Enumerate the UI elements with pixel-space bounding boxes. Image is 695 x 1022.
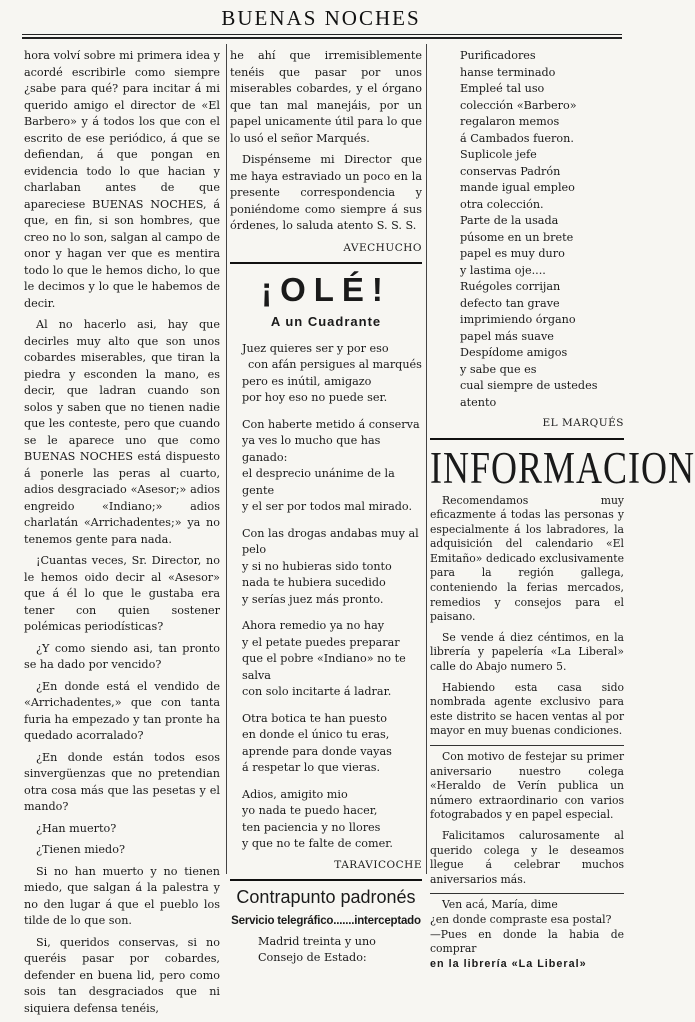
- marques-poem: [430, 48, 624, 411]
- poem-stanza: [230, 787, 422, 853]
- poem-line: mande igual empleo: [460, 181, 575, 194]
- col1-paragraph: ¿Tienen miedo?: [36, 843, 125, 856]
- signature-taravicoche: TARAVICOCHE: [334, 858, 422, 871]
- info-paragraph: Recomendamos muy eficazmente á todas las personas y especialmente á los labradores, la adquisición del calendario «El Emitaño» dedicado exclusivamente para la región gallega, conteniendo la ferias mercados, remedios y consejos para el paisano.: [430, 493, 624, 624]
- poem-line: imprimiendo órgano: [460, 313, 576, 326]
- poem-line: y el petate puedes preparar: [242, 635, 400, 649]
- poem-line: pero es inútil, amigazo: [242, 374, 372, 388]
- col1-paragraph: Si no han muerto y no tienen miedo, que salgan á la palestra y no den lugar á que el pueblo los tilde de lo que son.: [24, 864, 220, 927]
- poem-line: conservas Padrón: [460, 164, 561, 178]
- poem-line: atento: [460, 395, 497, 409]
- signature-avechucho: AVECHUCHO: [343, 241, 422, 254]
- column-2: [230, 48, 422, 967]
- info-rule: [430, 893, 624, 894]
- dialog-line: ¿en donde compraste esa postal?: [430, 912, 612, 926]
- informacion-headline: INFORMACION: [430, 442, 695, 493]
- poem-line: Despídome amigos: [460, 346, 568, 359]
- poem-line: y serías juez más pronto.: [242, 592, 384, 606]
- column-3: [430, 48, 695, 971]
- poem-line: por hoy eso no puede ser.: [242, 391, 388, 404]
- section-title: Contrapunto padronés: [236, 887, 416, 907]
- dialog-line: en la librería «La Liberal»: [430, 957, 587, 970]
- poem-line: Juez quieres ser y por eso: [242, 341, 389, 355]
- poem-line: y sabe que es: [460, 362, 537, 376]
- telegraph-verse: [230, 934, 422, 967]
- poem-line: cual siempre de ustedes: [460, 379, 598, 392]
- poem-line: nada te hubiera sucedido: [242, 576, 386, 589]
- dialog-line: —Pues en donde la habia de comprar: [430, 927, 624, 956]
- poem-stanza: [230, 526, 422, 609]
- poem-line: Con haberte metido á conserva: [242, 417, 420, 431]
- info-paragraph: Con motivo de festejar su primer aniversario nuestro colega «Heraldo de Verín publica un número extraordinario con varios fotograbados y en papel especial.: [430, 750, 624, 822]
- section-rule: [430, 438, 624, 440]
- poem-line: Ahora remedio ya no hay: [242, 619, 385, 632]
- poem-line: á respetar lo que vieras.: [242, 761, 381, 774]
- info-paragraph: Se vende á diez céntimos, en la librería y papelería «La Liberal» calle do Abajo numero 5.: [430, 630, 624, 674]
- signature-el-marques: EL MARQUÉS: [542, 417, 624, 429]
- poem-line: Purificadores: [460, 49, 536, 62]
- poem-line: Otra botica te han puesto: [242, 711, 387, 725]
- poem-line: con solo incitarte á ladrar.: [242, 685, 392, 698]
- poem-line: Adios, amigito mio: [242, 787, 348, 801]
- info-paragraph: Falicitamos calurosamente al querido colega y le deseamos llegue á celebrar muchos aniversarios más.: [430, 828, 624, 886]
- poem-line: Suplicole jefe: [460, 148, 537, 161]
- poem-line: y si no hubieras sido tonto: [242, 559, 392, 573]
- poem-line: papel es muy duro: [460, 247, 565, 260]
- col2-paragraph: Dispénseme mi Director que me haya estraviado un poco en la presente correspondencia y poniéndome como siempre á sus órdenes, lo saluda atento S. S. S.: [230, 153, 422, 232]
- column-1: [24, 48, 220, 1022]
- col2-paragraph: he ahí que irremisiblemente tenéis que pasar por unos miserables cobardes, y el órgano que tan mal manejáis, por un papel unicamente útil para lo que lo usó el señor Marqués.: [230, 49, 422, 145]
- poem-line: regalaron memos: [460, 115, 560, 128]
- masthead-rule-top: [22, 34, 622, 35]
- poem-stanza: [230, 417, 422, 516]
- info-paragraph: Habiendo esta casa sido nombrada agente exclusivo para este distrito se hacen ventas al por mayor en muy buenas condiciones.: [430, 680, 624, 738]
- ole-headline: ¡OLÉ!: [261, 271, 391, 308]
- col1-paragraph: ¿En donde está el vendido de «Arrichadentes,» que con tanta furia ha empezado y tan pronte ha quedado acorralado?: [24, 679, 220, 742]
- col1-paragraph: hora volví sobre mi primera idea y acordé escribirle como siempre ¿sabe para qué? para incitar á mi querido amigo el director de «El Barbero» y á todos los que con el escrito de ese periódico, á que se defiendan, á que pongan en evidencia todo lo que hacian y charlaban antes de que apareciese BUENAS NOCHES, á que, en fin, si son hombres, que creo no lo son, salgan al campo de onor y hagan ver que es mentira todo lo que le hemos dicho, lo que le decimos y lo que le habemos de decir.: [24, 49, 220, 310]
- col1-paragraph: ¿En donde están todos esos sinvergüenzas que no pretendian otra cosa más que las pesetas y el mando?: [24, 750, 220, 813]
- poem-line: Con las drogas andabas muy al pelo: [242, 526, 419, 556]
- masthead-rule-bottom: [22, 37, 622, 39]
- poem-line: y que no te falte de comer.: [242, 837, 393, 850]
- poem-line: ten paciencia y no llores: [242, 820, 381, 834]
- poem-line: hanse terminado: [460, 65, 556, 79]
- dialog-line: Ven acá, María, dime: [442, 898, 558, 912]
- poem-line: Ruégoles corrijan: [460, 280, 561, 293]
- poem-stanza: [230, 341, 422, 407]
- poem-line: con afán persigues al marqués: [248, 358, 422, 371]
- ole-subtitle: A un Cuadrante: [270, 314, 382, 329]
- informacion-body: [430, 494, 624, 895]
- poem-line: y lastima oje....: [460, 263, 546, 277]
- col1-paragraph: ¿Y como siendo asi, tan pronto se ha dado por vencido?: [24, 641, 220, 671]
- verse-line: Madrid treinta y uno: [258, 934, 376, 948]
- verse-line: Consejo de Estado:: [258, 951, 367, 964]
- poem-line: yo nada te puedo hacer,: [242, 804, 378, 817]
- poem-stanza: [230, 711, 422, 777]
- poem-line: colección «Barbero»: [460, 98, 577, 112]
- poem-line: el desprecio unánime de la gente: [242, 467, 395, 497]
- poem-stanza: [230, 618, 422, 701]
- col1-paragraph: Si, queridos conservas, si no queréis pasar por cobardes, defender en buena lid, pero como sois tan desgraciados que ni siquiera defensa tenéis,: [24, 935, 220, 1015]
- info-rule: [430, 745, 624, 746]
- poem-line: defecto tan grave: [460, 296, 560, 310]
- section-rule: [230, 262, 422, 264]
- poem-line: aprende para donde vayas: [242, 744, 392, 758]
- poem-line: otra colección.: [460, 197, 544, 211]
- column-divider-2: [426, 44, 427, 874]
- col1-paragraph: Al no hacerlo asi, hay que decirles muy alto que son unos cobardes miserables, que tiran la piedra y esconden la mano, es decir, que ladran cuando son solos y saben que no tienen nadie que les conteste, pero que cuando se le aparece uno que como BUENAS NOCHES está dispuesto á ponerle las peras al cuarto, adios desgraciado «Asesor;» adios engreido «Indiano;» adios charlatán «Arrichadentes;» ya no tenemos gente para nada.: [24, 318, 220, 546]
- poem-line: que el pobre «Indiano» no te salva: [242, 652, 406, 682]
- poem-line: Empleé tal uso: [460, 82, 545, 95]
- poem-line: á Cambados fueron.: [460, 131, 574, 145]
- section-rule: [230, 879, 422, 881]
- col1-paragraph: ¡Cuantas veces, Sr. Director, no le hemos oido decir al «Asesor» que á él lo que le gustaba era tener con quien sostener polémicas periodísticas?: [24, 554, 220, 633]
- poem-line: Parte de la usada: [460, 214, 559, 227]
- col1-paragraph: ¿Han muerto?: [36, 821, 117, 835]
- poem-line: y el ser por todos mal mirado.: [242, 500, 412, 513]
- column-divider-1: [226, 44, 227, 874]
- telegraph-subhead: Servicio telegráfico.......interceptado: [231, 915, 421, 927]
- poem-line: púsome en un brete: [460, 230, 574, 244]
- masthead-title: BUENAS NOCHES: [221, 6, 421, 30]
- postal-dialog: [430, 898, 624, 971]
- poem-line: ya ves lo mucho que has ganado:: [242, 434, 381, 464]
- poem-line: en donde el único tu eras,: [242, 728, 390, 741]
- poem-line: papel más suave: [460, 329, 554, 343]
